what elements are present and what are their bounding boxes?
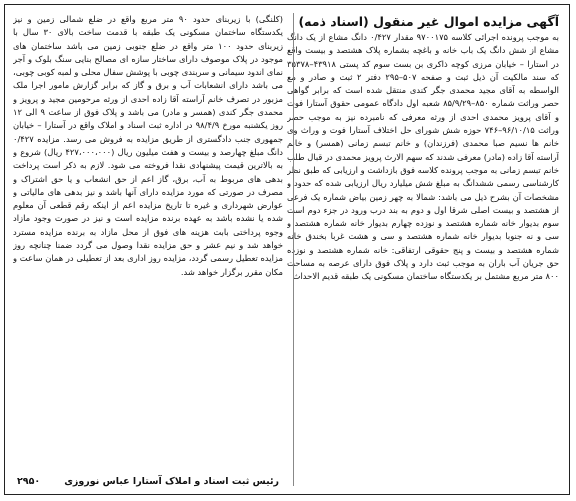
notice-title: آگهی مزایده اموال غیر منقول (اسناد ذمه)	[298, 14, 559, 29]
notice-frame	[4, 4, 570, 495]
left-column	[13, 13, 283, 472]
ad-code: ۲۹۵۰	[17, 476, 41, 487]
right-column-text: به موجب پرونده اجرائی کلاسه ۹۷۰۰۱۷۵ مقدار ۰/۴۲۷ دانگ مشاع از یک دانگ مشاع از شش دانگ یک باب خانه و باغچه بشماره پلاک هشتصد و بیست واقع در استارا – خیابان مرزی کوچه ذاکری بن بست سوم کد پستی ۴۳۹۱۸–۳۵۳۷۸ که سند مالکیت آن ذیل ثبت و صفحه ۵۰۷–۲۹۵ دفتر ۲ ثبت و صادر و مع الواسطه به آقای مجید محمدی جگر کندی منتقل شده است که برابر گواهی حصر وراثت شماره ۸۵۰–۸۵/۹/۲۹ شعبه اول دادگاه عمومی حقوق آستارا فوت و آقای پرویز محمدی احدی از ورثه معرفی که نامبرده نیز به موجب حصر وراثت ۹۶/۱۰/۱۵–۷۴۶ حوزه شش شورای حل اختلاف آستارا فوت و وراث وی خانم ها نسیم صبا محمدی (فرزندان) و خانم تبسم زمانی (همسر) و خانم آراسته آقا زاده (مادر) معرفی شدند که سهم الارث پرویز محمدی در قبال طلب خانم تبسم زمانی به موجب پرونده کلاسه فوق بازداشت و ارزیابی که طبق نظر کارشناسی رسمی ششدانگ به مبلغ شش میلیارد ریال ارزیابی شده که حدود و مشخصات آن بشرح ذیل می باشد: شمالا به چهر زمین بیاض شماره یک فرعی از هشتصد و بیست اصلی شرقا اول و دوم به بند درب ورود در جزء دوم است سوم بدیوار خانه شماره هشتصد و نوزده چهارم بدیوار خانه شماره هشتصد و سی و نه جنوبا بدیوار خانه شماره هشتصد و سی و هشت غربا بخندق خانه شماره هشتصد و بیست و پنج حقوقی ارتفاقی: خانه شماره هشتصد و نوزده حق جریان آب باران به موجب ثبت دارد و پلاک فوق دارای عرصه به مساحت ۸۰۰ متر مربع مشتمل بر یکدستگاه ساختمان مسکونی یک طبقه قدیم الاحداث	[287, 32, 559, 282]
notice-footer	[11, 476, 279, 492]
left-column-text: (کلنگی) با زیربنای حدود ۹۰ متر مربع واقع در ضلع شمالی زمین و نیز یکدستگاه ساختمان مسکونی یک طبقه با قدمت ساخت بالای ۳۰ سال با زیربنای حدود ۱۰۰ متر واقع در ضلع جنوبی زمین می باشد ساختمان های موجود در پلاک موصوف دارای ساختار سازه ای مصالح بنایی سنگ بلوک و آجر نمای اندود سیمانی و سربندی چوبی با پوشش سفال محلی و لمبه کوبی چوبی، می باشد دارای انشعابات آب و برق و گاز که برابر گزارش مامور اجرا ملک مزبور در تصرف خانم آراسته آقا زاده احدی از ورثه مرحومین مجید و پرویز و محمدی جگر کندی (همسر و مادر) می باشد و پلاک فوق از ساعت ۹ الی ۱۲ روز یکشنبه مورخ ۹۸/۴/۹ در اداره ثبت اسناد و املاک واقع در آستارا – خیابان جمهوری جنب دادگستری از طریق مزایده به فروش می رسد. مزایده ۰/۴۲۷ دانگ مبلغ چهارصد و بیست و هفت میلیون ریال (۴۲۷،۰۰۰،۰۰۰ ریال) شروع و به بالاترین قیمت پیشنهادی نقدا فروخته می شود. لازم به ذکر است پرداخت بدهی های مربوط به آب، برق، گاز اعم از حق انشعاب و یا حق اشتراک و مصرف در صورتی که مورد مزایده دارای آنها باشد و نیز بدهی های مالیاتی و عوارض شهرداری و غیره تا تاریخ مزایده اعم از اینکه رقم قطعی آن معلوم شده یا نشده باشد به عهده برنده مزایده است و نیز در صورت وجود مازاد وجوه پرداختی بابت هزینه های فوق از محل مازاد به برنده مزایده مسترد خواهد شد و نیم عشر و حق مزایده نقدا وصول می گردد ضمنا چنانچه روز مزایده تعطیل رسمی گردد، مزایده روز اداری بعد از تعطیلی در همان ساعت و مکان مقرر برگزار خواهد شد.	[13, 14, 283, 277]
column-divider	[293, 13, 294, 486]
signature: رئیس ثبت اسناد و املاک آستارا عباس نوروزی	[64, 476, 279, 487]
right-column	[287, 13, 559, 488]
